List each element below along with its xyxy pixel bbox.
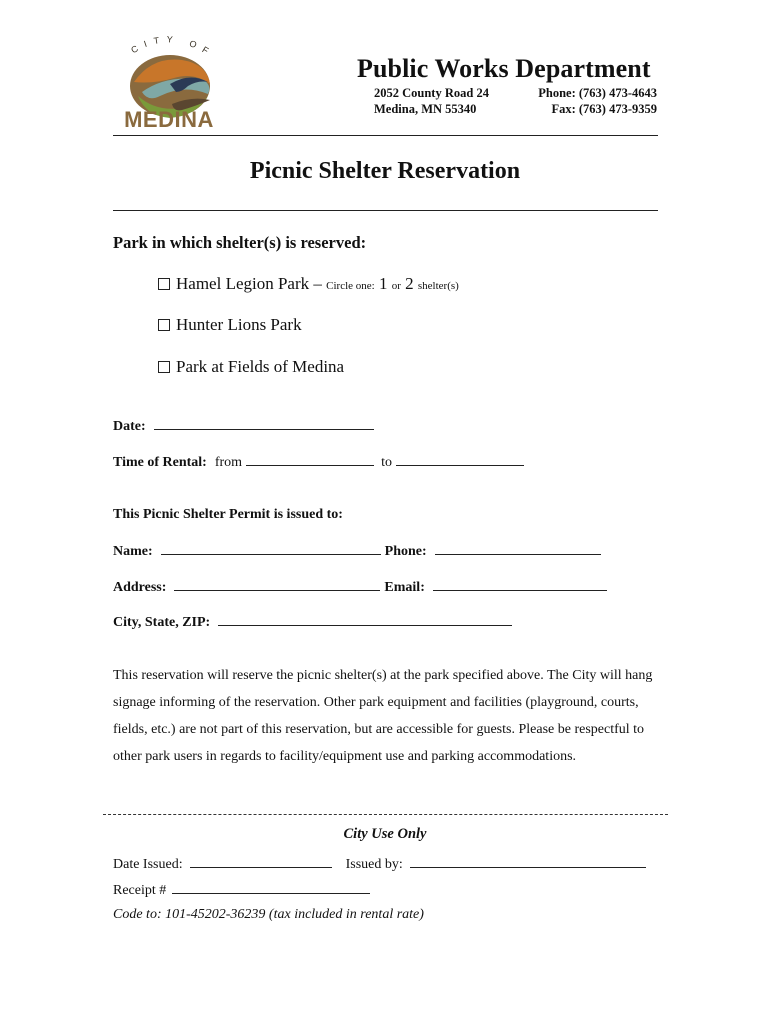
phone-label: Phone: [384,544,427,559]
department-fax: Fax: (763) 473-9359 [551,102,657,116]
email-label: Email: [384,580,425,595]
park-option-hamel[interactable] [158,274,459,294]
logo-wordmark: MEDINA [124,107,214,132]
date-field[interactable] [154,417,374,430]
department-phone: Phone: (763) 473-4643 [538,86,657,100]
time-label: Time of Rental: [113,455,207,470]
date-issued-row [113,855,646,873]
address-line-2: Medina, MN 55340 [374,102,477,116]
shelter-option-2[interactable]: 2 [405,274,414,293]
time-from-field[interactable] [246,453,374,466]
date-row [113,417,374,435]
issued-by-field[interactable] [410,855,646,868]
address-email-row [113,578,607,596]
shelters-label: shelter(s) [417,280,459,292]
park-name-fields: Park at Fields of Medina [176,357,345,376]
park-question: Park in which shelter(s) is reserved: [113,233,367,252]
date-issued-label: Date Issued: [113,857,183,872]
form-title: Picnic Shelter Reservation [249,158,521,184]
park-name-hunter: Hunter Lions Park [176,315,302,334]
date-label: Date: [113,419,146,434]
phone-field[interactable] [435,542,601,555]
receipt-row [113,881,370,899]
park-option-hunter[interactable] [158,315,302,335]
or-label: or [391,280,401,292]
time-row [113,453,524,471]
receipt-field[interactable] [172,881,370,894]
shelter-option-1[interactable]: 1 [378,274,388,293]
email-field[interactable] [433,578,607,591]
logo-arc-text: CITY OF [129,34,217,60]
reservation-notice: This reservation will reserve the picnic shelter(s) at the park specified above. The City will hang signage informing of the reservation. Other park equipment and facilities (playground, courts, fields, etc.) are not part of this reservation, but are accessible for guests. Please be respectful to other park users in regards to facility/equipment use and parking accommodations. [113,668,653,764]
issued-to-heading: This Picnic Shelter Permit is issued to: [113,507,343,522]
address-field[interactable] [174,578,380,591]
name-label: Name: [113,544,153,559]
checkbox-hunter[interactable] [158,319,170,331]
title-divider [113,210,658,211]
time-to-label: to [381,455,392,470]
header-divider [113,135,658,136]
checkbox-hamel[interactable] [158,278,170,290]
city-use-heading: City Use Only [343,826,427,842]
dash: – [313,274,322,293]
city-state-zip-field[interactable] [218,613,512,626]
time-to-field[interactable] [396,453,524,466]
checkbox-fields[interactable] [158,361,170,373]
city-row [113,613,512,631]
circle-one-label: Circle one: [326,280,375,292]
issued-by-label: Issued by: [345,857,403,872]
receipt-label: Receipt # [113,883,167,898]
city-of-medina-logo [112,34,227,132]
date-issued-field[interactable] [190,855,332,868]
park-option-fields[interactable] [158,357,344,377]
account-code: Code to: 101-45202-36239 (tax included in rental rate) [113,907,424,922]
name-phone-row [113,542,601,560]
address-line-1: 2052 County Road 24 [374,86,489,100]
city-state-zip-label: City, State, ZIP: [113,615,211,630]
time-from-label: from [214,455,243,470]
department-title: Public Works Department [357,54,651,83]
park-name-hamel: Hamel Legion Park [176,274,310,293]
address-label: Address: [113,580,167,595]
name-field[interactable] [161,542,381,555]
city-use-divider [103,814,668,815]
